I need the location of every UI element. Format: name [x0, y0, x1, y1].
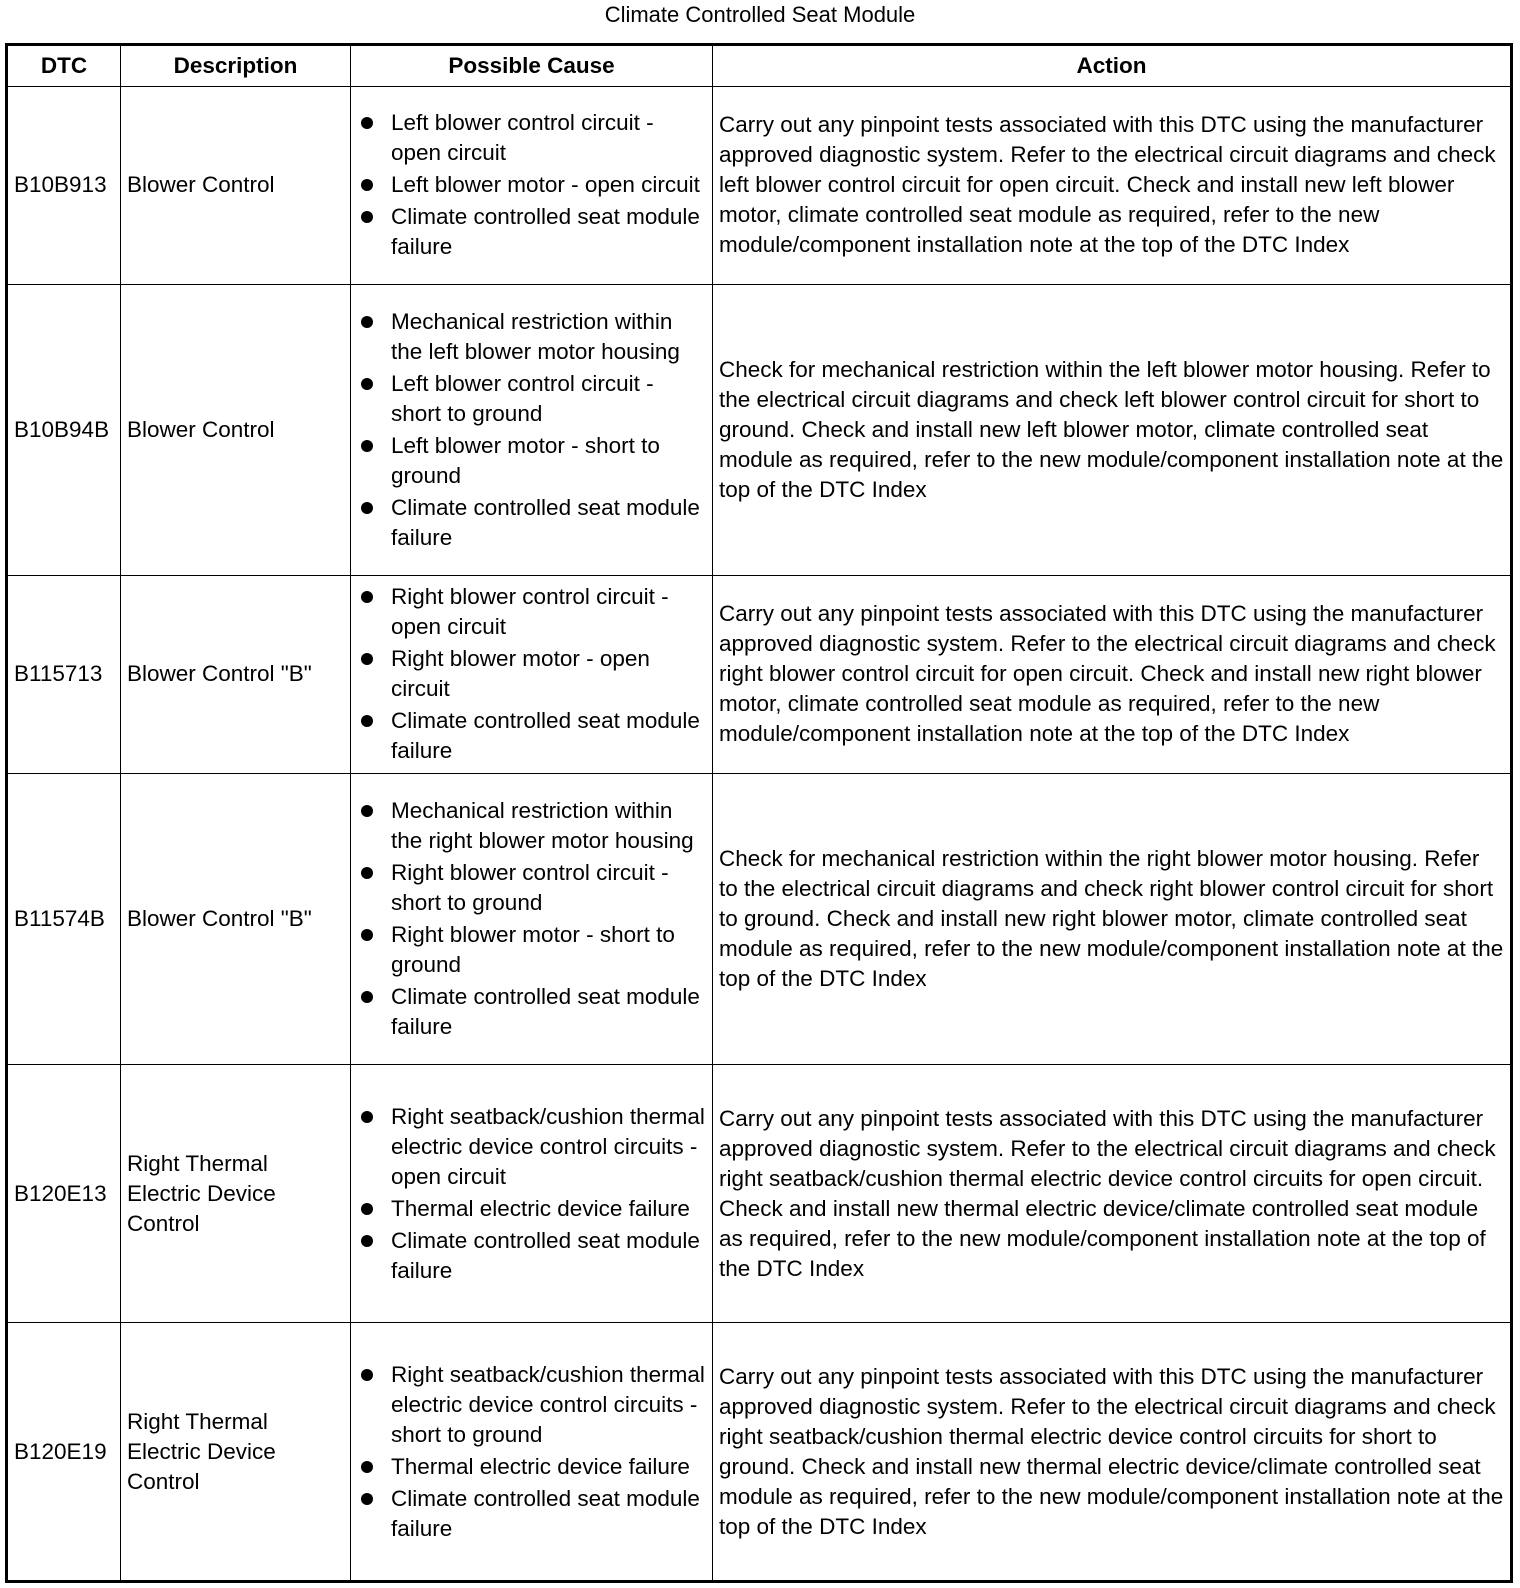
dtc-code: B10B94B — [7, 284, 121, 575]
cause-item: Thermal electric device failure — [357, 1452, 706, 1482]
cause-item: Climate controlled seat module failure — [357, 982, 706, 1042]
possible-cause-cell — [351, 1323, 713, 1582]
cause-item: Left blower motor - short to ground — [357, 431, 706, 491]
dtc-description: Blower Control — [121, 284, 351, 575]
dtc-code: B120E13 — [7, 1064, 121, 1323]
cause-item: Right seatback/cushion thermal electric device control circuits - short to ground — [357, 1360, 706, 1450]
page-title: Climate Controlled Seat Module — [604, 2, 916, 27]
cause-item: Mechanical restriction within the right blower motor housing — [357, 796, 706, 856]
action-text: Carry out any pinpoint tests associated with this DTC using the manufacturer approved diagnostic system. Refer to the electrical circuit diagrams and check right seatback/cushion thermal electric device control circuits for open circuit. Check and install new thermal electric device/climate controlled seat module as required, refer to the new module/component installation note at the top of the DTC Index — [713, 1064, 1512, 1323]
action-text: Carry out any pinpoint tests associated with this DTC using the manufacturer approved diagnostic system. Refer to the electrical circuit diagrams and check left blower control circuit for open circuit. Check and install new left blower motor, climate controlled seat module as required, refer to the new module/component installation note at the top of the DTC Index — [713, 87, 1512, 285]
cause-item: Right blower motor - open circuit — [357, 644, 706, 704]
table-row — [7, 575, 1512, 773]
cause-item: Climate controlled seat module failure — [357, 706, 706, 766]
cause-item: Climate controlled seat module failure — [357, 493, 706, 553]
header-possible-cause: Possible Cause — [351, 45, 713, 87]
table-row — [7, 1323, 1512, 1582]
cause-item: Left blower control circuit - short to ground — [357, 369, 706, 429]
cause-item: Right blower control circuit - short to ground — [357, 858, 706, 918]
cause-item: Right blower control circuit - open circuit — [357, 582, 706, 642]
cause-item: Climate controlled seat module failure — [357, 1226, 706, 1286]
dtc-code: B10B913 — [7, 87, 121, 285]
cause-list — [357, 1102, 706, 1286]
cause-list — [357, 307, 706, 553]
dtc-description: Right Thermal Electric Device Control — [121, 1064, 351, 1323]
header-dtc: DTC — [7, 45, 121, 87]
cause-item: Right blower motor - short to ground — [357, 920, 706, 980]
possible-cause-cell — [351, 773, 713, 1064]
possible-cause-cell — [351, 87, 713, 285]
cause-list — [357, 108, 706, 262]
table-row — [7, 1064, 1512, 1323]
dtc-description: Blower Control — [121, 87, 351, 285]
header-description: Description — [121, 45, 351, 87]
possible-cause-cell — [351, 284, 713, 575]
cause-item: Right seatback/cushion thermal electric device control circuits - open circuit — [357, 1102, 706, 1192]
cause-item: Climate controlled seat module failure — [357, 1484, 706, 1544]
dtc-description: Right Thermal Electric Device Control — [121, 1323, 351, 1582]
table-row — [7, 87, 1512, 285]
cause-list — [357, 1360, 706, 1544]
dtc-description: Blower Control "B" — [121, 575, 351, 773]
cause-item: Left blower control circuit - open circuit — [357, 108, 706, 168]
action-text: Carry out any pinpoint tests associated with this DTC using the manufacturer approved diagnostic system. Refer to the electrical circuit diagrams and check right seatback/cushion thermal electric device control circuits for short to ground. Check and install new thermal electric device/climate controlled seat module as required, refer to the new module/component installation note at the top of the DTC Index — [713, 1323, 1512, 1582]
cause-list — [357, 582, 706, 766]
table-header-row — [7, 45, 1512, 87]
cause-list — [357, 796, 706, 1042]
dtc-code: B115713 — [7, 575, 121, 773]
cause-item: Thermal electric device failure — [357, 1194, 706, 1224]
possible-cause-cell — [351, 575, 713, 773]
table-row — [7, 284, 1512, 575]
cause-item: Climate controlled seat module failure — [357, 202, 706, 262]
dtc-code: B120E19 — [7, 1323, 121, 1582]
possible-cause-cell — [351, 1064, 713, 1323]
cause-item: Mechanical restriction within the left blower motor housing — [357, 307, 706, 367]
cause-item: Left blower motor - open circuit — [357, 170, 706, 200]
header-action: Action — [713, 45, 1512, 87]
action-text: Carry out any pinpoint tests associated with this DTC using the manufacturer approved diagnostic system. Refer to the electrical circuit diagrams and check right blower control circuit for open circuit. Check and install new right blower motor, climate controlled seat module as required, refer to the new module/component installation note at the top of the DTC Index — [713, 575, 1512, 773]
action-text: Check for mechanical restriction within the right blower motor housing. Refer to the electrical circuit diagrams and check right blower control circuit for short to ground. Check and install new right blower motor, climate controlled seat module as required, refer to the new module/component installation note at the top of the DTC Index — [713, 773, 1512, 1064]
dtc-table — [5, 43, 1513, 1583]
action-text: Check for mechanical restriction within the left blower motor housing. Refer to the electrical circuit diagrams and check left blower control circuit for short to ground. Check and install new left blower motor, climate controlled seat module as required, refer to the new module/component installation note at the top of the DTC Index — [713, 284, 1512, 575]
table-row — [7, 773, 1512, 1064]
dtc-code: B11574B — [7, 773, 121, 1064]
dtc-description: Blower Control "B" — [121, 773, 351, 1064]
